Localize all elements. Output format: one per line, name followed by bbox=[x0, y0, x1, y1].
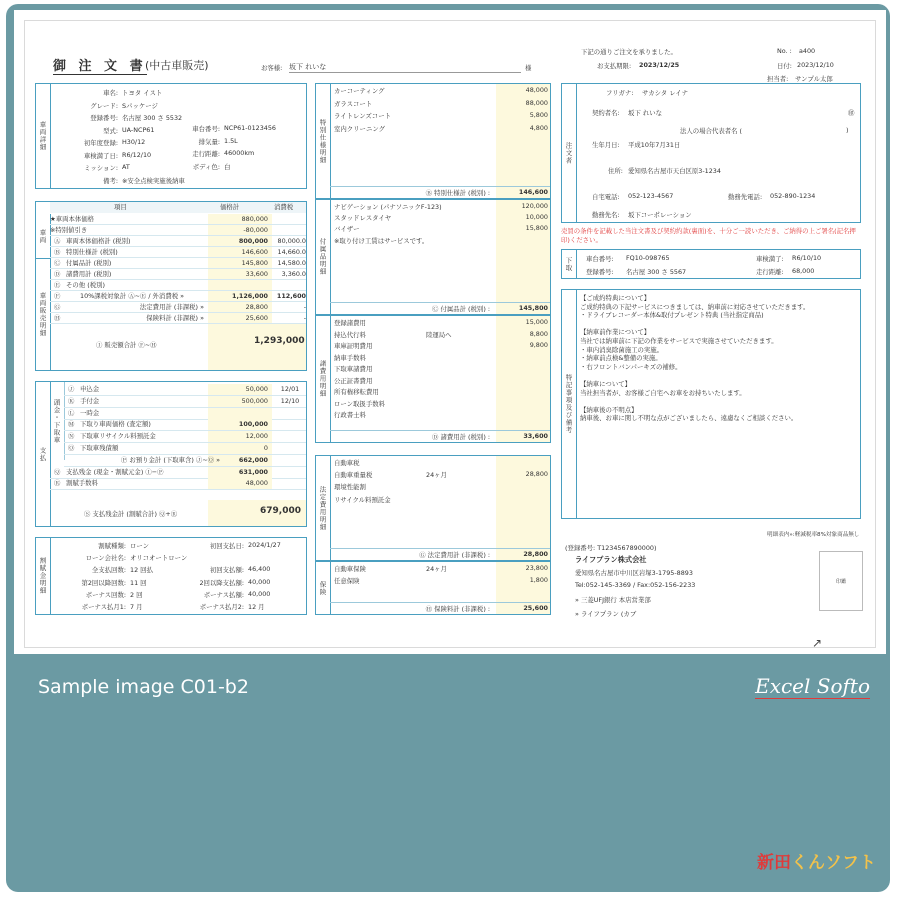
payment-box bbox=[35, 381, 307, 527]
special-item-label: ガラスコート bbox=[334, 99, 373, 108]
special-item-value: 88,000 bbox=[525, 98, 548, 107]
vehicle-field-label: 車名: bbox=[103, 89, 118, 97]
remark-line bbox=[580, 397, 856, 406]
insurance-total-value: 25,600 bbox=[523, 604, 548, 612]
company-stamp-box: 印鑑 bbox=[819, 551, 863, 611]
vehicle-spec-label: 車台番号: bbox=[192, 125, 220, 133]
remark-line: 【納車後の不明点】 bbox=[580, 405, 638, 414]
bank-name: » 三菱UFJ銀行 本店営業部 bbox=[575, 596, 651, 604]
special-total-label: Ⓑ 特別仕様計 (税別) : bbox=[425, 189, 490, 197]
insurance-item-label: 自動車保険 bbox=[334, 565, 366, 573]
installment-value: 11 回 bbox=[130, 578, 147, 587]
payment-deadline-label: お支払期限: bbox=[597, 62, 632, 70]
payment-label: 申込金 bbox=[80, 385, 100, 393]
installment-value: オリコオートローン bbox=[130, 554, 188, 563]
pricing-price: 146,600 bbox=[241, 248, 268, 256]
insurance-item-label: 任意保険 bbox=[334, 577, 360, 585]
pricing-row bbox=[50, 247, 306, 258]
birth-label: 生年月日: bbox=[592, 141, 620, 149]
legal-item-value: 28,800 bbox=[525, 470, 548, 479]
pricing-row bbox=[50, 214, 306, 225]
date-label: 日付: bbox=[777, 62, 792, 70]
vehicle-field-value: UA-NCP61 bbox=[122, 125, 155, 134]
workplace-value: 坂下コーポレーション bbox=[628, 211, 692, 219]
remark-line: 当社では納車前に下記の作業をサービスで実施させていただきます。 bbox=[580, 336, 778, 345]
pricing-row bbox=[50, 313, 306, 324]
vehicle-field-label: 車検満了日: bbox=[83, 151, 118, 160]
staff-label: 担当者: bbox=[767, 75, 789, 83]
payment-row bbox=[64, 408, 306, 419]
installment-label: ローン会社名: bbox=[85, 554, 126, 563]
vehicle-spec-label: 走行距離: bbox=[192, 150, 220, 158]
address-label: 住所: bbox=[608, 167, 623, 175]
installment-value-2: 46,400 bbox=[248, 565, 271, 574]
vehicle-spec-value: 46000km bbox=[224, 149, 255, 157]
pricing-price: -80,000 bbox=[243, 226, 268, 234]
installment-label: 全支払回数: bbox=[91, 566, 126, 575]
pricing-tax: 14,660.0 bbox=[277, 248, 306, 256]
payment-value-bg bbox=[208, 408, 272, 419]
legal-total-label: Ⓖ 法定費用計 (非課税) : bbox=[419, 551, 490, 559]
accessories-item-label: ※取り付け工賃はサービスです。 bbox=[334, 236, 429, 245]
sales-detail-label: 車両販売明細 bbox=[36, 258, 51, 370]
legal-box bbox=[315, 455, 551, 561]
company-name: ライフプラン株式会社 bbox=[575, 555, 647, 564]
payment-mark: Ⓝ bbox=[68, 432, 75, 441]
vehicle-spec-value: 1.5L bbox=[224, 136, 238, 145]
payment-section-label: 支払 bbox=[36, 382, 51, 526]
remark-line: 当社担当者が、お客様ご自宅へお車をお持ちいたします。 bbox=[580, 388, 746, 397]
trade-mileage-label: 走行距離: bbox=[756, 268, 784, 276]
remark-line: ・ドライブレコーダー本体&取付プレゼント特典 (当社指定商品) bbox=[580, 311, 764, 320]
pricing-tax: 80,000.0 bbox=[277, 237, 306, 245]
remark-line: ・車内消臭除菌施工の実施。 bbox=[580, 345, 664, 354]
trade-inspection-label: 車検満了: bbox=[756, 255, 784, 263]
remark-line: ・右フロントバンパーキズの補修。 bbox=[580, 362, 682, 371]
pricing-mark: Ⓓ bbox=[54, 270, 61, 278]
fees-item-label: 所有権移転費用 bbox=[334, 388, 379, 396]
installment-value-2: 2024/1/27 bbox=[248, 541, 281, 549]
pricing-header-price: 価格計 bbox=[220, 203, 240, 211]
vehicle-spec-value: 白 bbox=[224, 162, 231, 171]
fees-item-value: 8,800 bbox=[529, 329, 548, 338]
fees-item-label: 持込代行料 bbox=[334, 330, 366, 339]
payment-value: 0 bbox=[263, 444, 268, 452]
installment-label-2: ボーナス払額: bbox=[203, 590, 244, 599]
remark-line: 納車後、お車に関し不明な点がございましたら、遠慮なくご相談ください。 bbox=[580, 414, 798, 423]
trade-inspection-value: R6/10/10 bbox=[792, 254, 822, 262]
payment-row bbox=[50, 478, 306, 489]
special-item-value: 4,800 bbox=[529, 123, 548, 132]
payment-mark: Ⓡ bbox=[54, 479, 61, 488]
accessories-item-label: スタッドレスタイヤ bbox=[334, 214, 392, 223]
pricing-label: その他 (税別) bbox=[66, 281, 105, 289]
vehicle-field-value: Sパッケージ bbox=[122, 101, 158, 110]
furigana-value: サカシタ レイナ bbox=[642, 89, 689, 97]
vehicle-field-value: 名古屋 300 さ 5532 bbox=[122, 114, 183, 122]
special-box bbox=[315, 83, 551, 199]
vehicle-field-label: グレード: bbox=[90, 101, 118, 110]
pricing-price: 145,800 bbox=[241, 259, 268, 267]
vehicle-field-label: 型式: bbox=[103, 126, 118, 135]
accessories-box bbox=[315, 199, 551, 315]
special-item-value: 5,800 bbox=[529, 111, 548, 119]
vehicle-spec-label: ボディ色: bbox=[192, 162, 220, 171]
accessories-item-value: 120,000 bbox=[521, 202, 548, 210]
pricing-tax: - bbox=[303, 314, 306, 322]
mouse-cursor-icon: ↗ bbox=[812, 636, 823, 650]
pricing-mark: Ⓖ bbox=[54, 303, 61, 311]
payment-value: 631,000 bbox=[238, 467, 268, 476]
vehicle-field-value: AT bbox=[122, 163, 130, 171]
vehicle-section-label: 車両詳細 bbox=[36, 84, 51, 188]
payment-row-line bbox=[50, 489, 306, 490]
pricing-mark: Ⓑ bbox=[54, 248, 61, 256]
special-total-line bbox=[330, 186, 550, 187]
pricing-mark: Ⓕ bbox=[54, 292, 61, 300]
brand-logo bbox=[755, 674, 870, 698]
pricing-price: 33,600 bbox=[245, 270, 268, 278]
order-document bbox=[24, 20, 876, 648]
payment-row bbox=[64, 431, 306, 442]
fees-item-label: ローン取扱手数料 bbox=[334, 399, 385, 408]
special-item-label: 室内クリーニング bbox=[334, 124, 385, 133]
legal-item-label: 自動車税 bbox=[334, 459, 360, 467]
pricing-row bbox=[50, 269, 306, 280]
fees-item-label: 車庫証明費用 bbox=[334, 342, 373, 350]
legal-item-note: 24ヶ月 bbox=[426, 471, 447, 480]
installment-value-2: 40,000 bbox=[248, 589, 271, 598]
vehicle-field-label: ミッション: bbox=[84, 164, 118, 172]
sample-caption: Sample image C01-b2 bbox=[38, 676, 249, 698]
company-tel-fax: Tel:052-145-3369 / Fax:052-156-2233 bbox=[575, 581, 696, 589]
special-total-value: 146,600 bbox=[518, 188, 548, 196]
accessories-item-label: ナビゲーション (パナソニックF-123) bbox=[334, 203, 442, 211]
logo-rest-text: くんソフト bbox=[791, 853, 876, 873]
vehicle-field-label: 登録番号: bbox=[90, 114, 118, 122]
installment-value: 2 回 bbox=[130, 590, 143, 599]
seal-mark: ㊞ bbox=[848, 109, 855, 117]
vehicle-spec-label: 排気量: bbox=[198, 137, 220, 146]
insurance-item-value: 23,800 bbox=[525, 564, 548, 572]
payment-value: 100,000 bbox=[238, 420, 268, 429]
insurance-item-value: 1,800 bbox=[529, 576, 548, 584]
payment-value: 50,000 bbox=[245, 385, 268, 393]
staff-value: サンプル太郎 bbox=[795, 75, 833, 83]
installment-value: 12 回払 bbox=[130, 566, 153, 575]
payment-row bbox=[64, 384, 306, 395]
remark-line: 【納車前作業について】 bbox=[580, 328, 651, 337]
installment-value-2: 40,000 bbox=[248, 577, 271, 586]
payment-mark: Ⓞ bbox=[68, 444, 75, 452]
fees-box bbox=[315, 315, 551, 443]
installment-label-2: ボーナス払月2: bbox=[199, 603, 244, 611]
pricing-mark: Ⓗ bbox=[54, 314, 61, 322]
payment-mark: Ⓜ bbox=[68, 420, 75, 429]
birth-value: 平成10年7月31日 bbox=[628, 141, 681, 149]
trade-mileage-value: 68,000 bbox=[792, 267, 815, 275]
pricing-label: ※特別値引き bbox=[50, 226, 88, 234]
remark-line: ご成約特典の下記サービスにつきましては、納車前に対応させていただきます。 bbox=[580, 302, 810, 311]
legal-total-line bbox=[330, 548, 550, 549]
pricing-label: 付属品計 (税別) bbox=[66, 259, 112, 267]
payment-label: Ⓟ お預り金計 (下取車含) Ⓙ~Ⓞ » bbox=[120, 455, 220, 464]
trade-in-section-label: 下取 bbox=[562, 250, 577, 278]
pricing-label: 保険料計 (非課税) » bbox=[146, 314, 204, 322]
trade-reg-label: 登録番号: bbox=[586, 268, 614, 276]
payment-mark: Ⓠ bbox=[54, 467, 61, 476]
special-item-value: 48,000 bbox=[525, 86, 548, 94]
legal-section-label: 法定費用明細 bbox=[316, 456, 331, 560]
brand-text: Excel Softo bbox=[755, 674, 870, 698]
fees-item-label: 公正証書費用 bbox=[334, 376, 373, 385]
payment-total-value: 679,000 bbox=[260, 506, 301, 516]
payment-value: 662,000 bbox=[238, 455, 268, 464]
payment-label: 一時金 bbox=[80, 408, 100, 417]
ordered-text: 下記の通りご注文を承りました。 bbox=[581, 48, 677, 56]
installment-label: ボーナス回数: bbox=[85, 590, 126, 599]
insurance-box bbox=[315, 561, 551, 615]
pricing-mark: Ⓒ bbox=[54, 259, 61, 267]
pricing-row bbox=[50, 225, 306, 236]
legal-item-label: 自動車重量税 bbox=[334, 471, 373, 480]
payment-row bbox=[50, 467, 306, 478]
trade-chassis-label: 車台番号: bbox=[586, 255, 614, 263]
special-item-label: ライトレンズコート bbox=[334, 112, 391, 120]
payment-row bbox=[64, 396, 306, 407]
pricing-price: 800,000 bbox=[238, 237, 268, 245]
pricing-tax: 112,600 bbox=[276, 292, 306, 300]
special-section-label: 特別仕様明細 bbox=[316, 84, 331, 198]
pricing-row bbox=[50, 258, 306, 269]
order-no-label: No. : bbox=[777, 47, 792, 55]
pricing-row bbox=[50, 280, 306, 291]
special-item-label: カーコーティング bbox=[334, 87, 385, 95]
legal-item-label: 環境性能割 bbox=[334, 483, 366, 492]
insurance-total-label: Ⓗ 保険料計 (非課税) : bbox=[425, 605, 490, 613]
bank-account: » ライフプラン (カブ bbox=[575, 610, 637, 618]
payment-value: 48,000 bbox=[245, 479, 268, 488]
insurance-section-label: 保険 bbox=[316, 562, 331, 614]
pricing-row bbox=[50, 302, 306, 313]
pricing-price: 1,126,000 bbox=[232, 292, 268, 300]
payment-label: 支払残金 (現金・割賦元金) Ⓘ−Ⓟ bbox=[66, 467, 164, 476]
pricing-header-tax: 消費税 bbox=[274, 203, 294, 211]
pricing-tax: 14,580.0 bbox=[277, 259, 306, 267]
fees-item-value: 9,800 bbox=[529, 341, 548, 349]
customer-label: お客様: bbox=[261, 64, 283, 72]
orderer-box bbox=[561, 83, 861, 223]
payment-date: 12/01 bbox=[280, 385, 300, 393]
pricing-row bbox=[50, 236, 306, 247]
vehicle-field-value: R6/12/10 bbox=[122, 150, 152, 159]
accessories-total-line bbox=[330, 302, 550, 303]
down-payment-label: 頭金・下取車 bbox=[50, 382, 65, 460]
vehicle-field-label: 初年度登録: bbox=[83, 139, 118, 147]
document-title: 御 注 文 書 bbox=[53, 55, 147, 75]
fees-item-label: 登録諸費用 bbox=[334, 319, 366, 327]
trade-reg-value: 名古屋 300 さ 5567 bbox=[626, 268, 687, 276]
logo-red-text: 新田 bbox=[757, 853, 791, 873]
payment-label: 下取り車両価格 (査定額) bbox=[80, 420, 151, 429]
installment-label: 割賦種類: bbox=[98, 542, 126, 550]
payment-label: 下取車リサイクル料預託金 bbox=[80, 432, 156, 441]
installment-label-2: 初回支払日: bbox=[209, 542, 244, 550]
pricing-label: 諸費用計 (税別) bbox=[66, 270, 112, 278]
customer-name: 坂下 れいな bbox=[289, 62, 521, 73]
corporate-rep-close: ) bbox=[846, 126, 849, 134]
contract-name-label: 契約者名: bbox=[592, 109, 620, 117]
customer-honorific: 様 bbox=[525, 64, 532, 72]
vehicle-price-label: 車両 bbox=[36, 214, 51, 259]
payment-deadline-value: 2023/12/25 bbox=[639, 61, 680, 69]
installment-label: ボーナス払月1: bbox=[81, 603, 126, 611]
accessories-total-label: Ⓒ 付属品計 (税別) : bbox=[432, 305, 490, 313]
accessories-section-label: 付属品明細 bbox=[316, 200, 331, 314]
vehicle-spec-value: NCP61-0123456 bbox=[224, 124, 276, 132]
payment-total-label: Ⓢ 支払残金計 (割賦合計) Ⓠ+Ⓡ bbox=[84, 510, 178, 518]
pricing-label: 法定費用計 (非課税) » bbox=[139, 303, 204, 311]
fees-item-label: 下取車諸費用 bbox=[334, 365, 373, 373]
date-value: 2023/12/10 bbox=[797, 61, 834, 69]
furigana-label: フリガナ: bbox=[606, 89, 634, 97]
insurance-item-note: 24ヶ月 bbox=[426, 565, 447, 573]
fees-item-note: 陸運局へ bbox=[426, 330, 452, 339]
installment-value-2: 12 月 bbox=[248, 603, 265, 611]
address-value: 愛知県名古屋市天白区原3-1234 bbox=[628, 167, 721, 175]
pricing-tax: - bbox=[303, 303, 306, 311]
workplace-label: 勤務先名: bbox=[592, 211, 620, 219]
payment-date: 12/10 bbox=[280, 396, 300, 405]
vehicle-field-value: H30/12 bbox=[122, 138, 146, 146]
accessories-item-label: バイザー bbox=[334, 225, 360, 234]
accessories-item-value: 10,000 bbox=[525, 213, 548, 222]
payment-row bbox=[64, 443, 306, 454]
pricing-header-item: 項目 bbox=[114, 203, 127, 211]
accessories-item-value: 15,800 bbox=[525, 224, 548, 233]
installment-label-2: 2回以降支払額: bbox=[199, 578, 244, 587]
document-subtitle: (中古車販売) bbox=[145, 59, 209, 72]
payment-label: 下取車残債額 bbox=[80, 444, 119, 452]
fees-total-label: Ⓓ 諸費用計 (税別) : bbox=[432, 433, 490, 441]
pricing-label: 特別仕様計 (税別) bbox=[66, 248, 118, 256]
pricing-label: 10%課税対象計 Ⓐ~Ⓔ / 外消費税 » bbox=[80, 292, 185, 300]
vehicle-details-box bbox=[35, 83, 307, 189]
pricing-box bbox=[35, 201, 307, 371]
installment-box bbox=[35, 537, 307, 615]
payment-label: 手付金 bbox=[80, 396, 100, 405]
home-phone-value: 052-123-4567 bbox=[628, 192, 674, 200]
pricing-mark: Ⓐ bbox=[54, 237, 61, 245]
payment-value: 12,000 bbox=[245, 432, 268, 441]
payment-mark: Ⓚ bbox=[68, 396, 75, 405]
fees-total-value: 33,600 bbox=[523, 432, 548, 440]
corporate-rep-label: 法人の場合代表者名 ( bbox=[680, 127, 743, 135]
home-phone-label: 自宅電話: bbox=[592, 193, 620, 201]
legal-item-label: リサイクル料預託金 bbox=[334, 495, 391, 504]
pricing-label: ★車両本体価格 bbox=[50, 215, 95, 223]
remarks-section-label: 特記事項及び備考 bbox=[562, 290, 577, 518]
remark-line: 【納車について】 bbox=[580, 379, 631, 388]
insurance-total-line bbox=[330, 602, 550, 603]
installment-value: ローン bbox=[130, 542, 150, 550]
payment-label: 割賦手数料 bbox=[66, 479, 98, 488]
fees-item-label: 納車手数料 bbox=[334, 353, 366, 362]
payment-value: 500,000 bbox=[241, 396, 268, 405]
payment-row bbox=[64, 455, 306, 466]
installment-label-2: 初回支払額: bbox=[209, 566, 244, 575]
contract-name-value: 坂下 れいな bbox=[628, 109, 662, 117]
installment-value: 7 月 bbox=[130, 603, 143, 611]
pricing-price: 25,600 bbox=[245, 314, 268, 322]
remark-line bbox=[580, 371, 856, 380]
fees-item-label: 行政書士料 bbox=[334, 411, 366, 419]
accessories-total-value: 145,800 bbox=[518, 304, 548, 312]
registration-number: (登録番号: T1234567890000) bbox=[565, 544, 657, 552]
sales-total-value: 1,293,000 bbox=[254, 336, 305, 346]
vehicle-field-label: 備考: bbox=[103, 176, 118, 185]
sales-total-label: Ⓘ 販売額合計 Ⓕ~Ⓗ bbox=[96, 341, 157, 349]
company-logo bbox=[757, 848, 876, 873]
company-address: 愛知県名古屋市中川区岩塚3-1795-8893 bbox=[575, 569, 693, 577]
installment-section-label: 割賦金明細 bbox=[36, 538, 51, 614]
tax-note: 明細表内»:軽減税率8%対象商品無し bbox=[767, 532, 860, 538]
contract-notice: 売買の条件を記載した当注文書及び契約約款(裏面)を、十分ご一読いただき、ご納得の上ご署名(記名押印)ください。 bbox=[561, 227, 856, 244]
work-phone-label: 勤務先電話: bbox=[728, 193, 763, 201]
trade-in-box bbox=[561, 249, 861, 279]
pricing-price: 880,000 bbox=[241, 215, 268, 223]
work-phone-value: 052-890-1234 bbox=[770, 192, 816, 200]
payment-mark: Ⓙ bbox=[68, 385, 75, 393]
pricing-price: 28,800 bbox=[245, 303, 268, 311]
fees-item-value: 15,000 bbox=[525, 318, 548, 326]
remark-line: ・納車前点検&整備の実施。 bbox=[580, 354, 662, 363]
vehicle-field-value: ※安全点検実施後納車 bbox=[122, 176, 185, 185]
legal-total-value: 28,800 bbox=[523, 550, 548, 558]
remark-line: 【ご成約特典について】 bbox=[580, 294, 651, 302]
pricing-mark: Ⓔ bbox=[54, 281, 61, 289]
orderer-section-label: 注文者 bbox=[562, 84, 577, 222]
installment-label: 第2回以降回数: bbox=[81, 578, 126, 587]
fees-section-label: 諸費用明細 bbox=[316, 316, 331, 442]
vehicle-field-value: トヨタ イスト bbox=[122, 89, 163, 97]
pricing-header-row bbox=[50, 202, 306, 213]
order-no-value: a400 bbox=[799, 47, 816, 55]
trade-chassis-value: FQ10-098765 bbox=[626, 254, 670, 262]
fees-total-line bbox=[330, 430, 550, 431]
remarks-box bbox=[561, 289, 861, 519]
pricing-row bbox=[50, 291, 306, 302]
pricing-tax: 3,360.0 bbox=[281, 270, 306, 278]
pricing-label: 車両本体価格計 (税別) bbox=[66, 237, 131, 245]
payment-mark: Ⓛ bbox=[68, 408, 75, 417]
payment-row bbox=[64, 419, 306, 430]
